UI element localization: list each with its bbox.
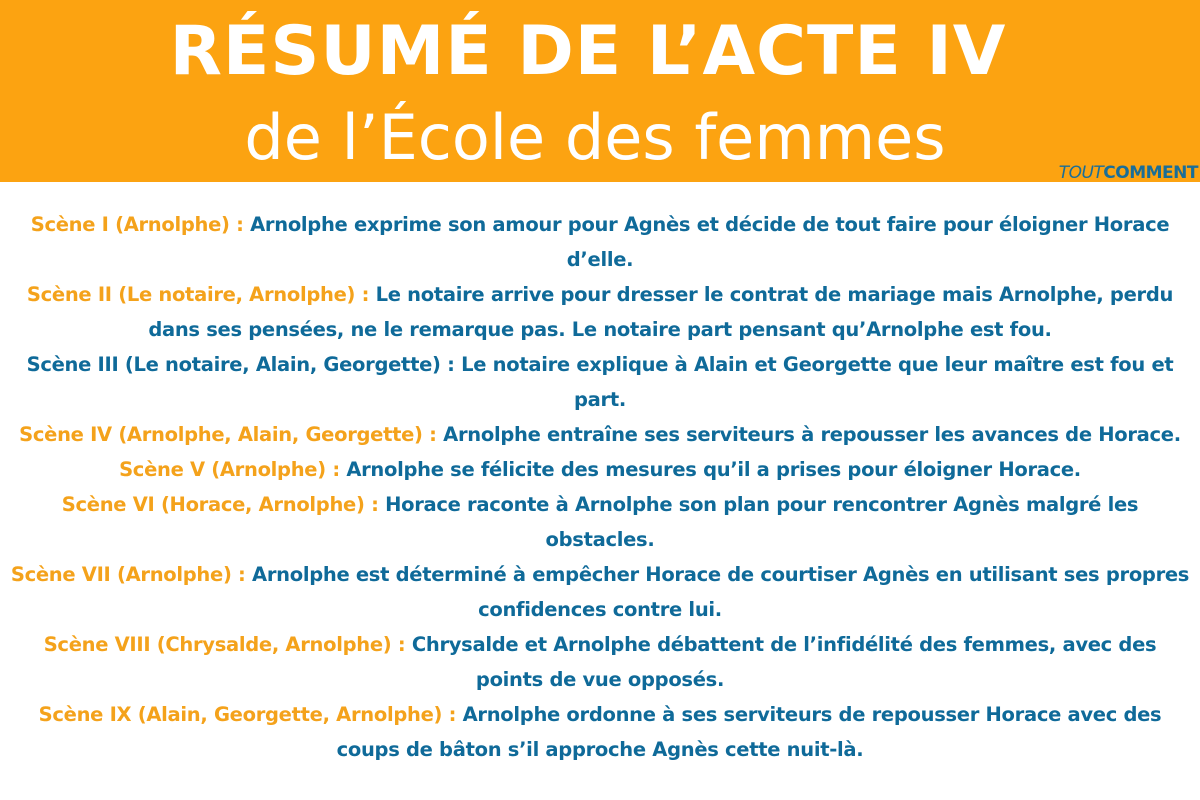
scene-label: Scène IV (Arnolphe, Alain, Georgette) : [19, 423, 437, 446]
scene-item-7 [10, 557, 1190, 627]
scene-label: Scène VI (Horace, Arnolphe) : [61, 493, 379, 516]
scene-item-9 [10, 697, 1190, 767]
page-title: RÉSUMÉ DE L’ACTE IV [169, 12, 1007, 91]
scene-label: Scène V (Arnolphe) : [119, 458, 340, 481]
scene-item-1 [10, 207, 1190, 277]
scene-label: Scène VIII (Chrysalde, Arnolphe) : [43, 633, 406, 656]
scene-label: Scène III (Le notaire, Alain, Georgette) : [26, 353, 455, 376]
page-subtitle: de l’École des femmes [244, 101, 946, 174]
scene-item-5 [10, 452, 1190, 487]
scene-item-8 [10, 627, 1190, 697]
scene-label: Scène I (Arnolphe) : [30, 213, 244, 236]
scene-text: Arnolphe se félicite des mesures qu’il a prises pour éloigner Horace. [346, 458, 1081, 481]
scene-label: Scène II (Le notaire, Arnolphe) : [26, 283, 370, 306]
brand-logo-part-2: COMMENT [1103, 163, 1198, 183]
scene-text: Arnolphe exprime son amour pour Agnès et décide de tout faire pour éloigner Horace d’elle. [250, 213, 1170, 271]
scene-text: Arnolphe est déterminé à empêcher Horace de courtiser Agnès en utilisant ses propres confidences contre lui. [252, 563, 1190, 621]
scene-text: Le notaire explique à Alain et Georgette que leur maître est fou et part. [461, 353, 1174, 411]
scene-item-4 [10, 417, 1190, 452]
scene-text: Horace raconte à Arnolphe son plan pour rencontrer Agnès malgré les obstacles. [385, 493, 1139, 551]
scene-text: Arnolphe ordonne à ses serviteurs de repousser Horace avec des coups de bâton s’il approche Agnès cette nuit-là. [336, 703, 1162, 761]
scene-text: Le notaire arrive pour dresser le contrat de mariage mais Arnolphe, perdu dans ses pensées, ne le remarque pas. Le notaire part pensant qu’Arnolphe est fou. [148, 283, 1174, 341]
scene-item-2 [10, 277, 1190, 347]
scene-text: Arnolphe entraîne ses serviteurs à repousser les avances de Horace. [443, 423, 1181, 446]
header-banner [0, 0, 1200, 182]
scene-text: Chrysalde et Arnolphe débattent de l’infidélité des femmes, avec des points de vue opposés. [411, 633, 1157, 691]
brand-logo-part-1: TOUT [1058, 163, 1104, 183]
scene-label: Scène IX (Alain, Georgette, Arnolphe) : [38, 703, 457, 726]
scene-label: Scène VII (Arnolphe) : [10, 563, 246, 586]
scene-item-3 [10, 347, 1190, 417]
scene-summary-list [10, 207, 1190, 767]
scene-item-6 [10, 487, 1190, 557]
brand-logo [1059, 164, 1198, 182]
